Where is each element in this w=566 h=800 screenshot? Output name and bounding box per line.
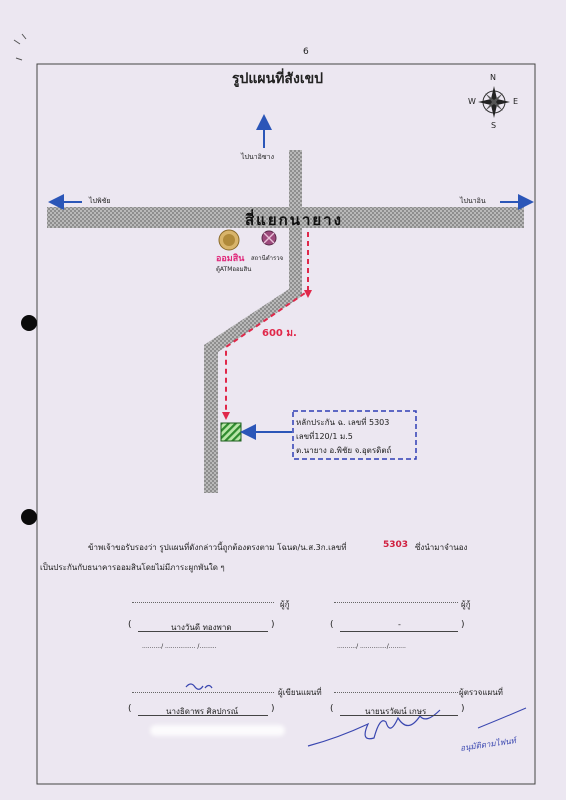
atm-label: ตู้ATMออมสิน bbox=[216, 266, 252, 273]
redacted-area bbox=[150, 725, 285, 736]
page-number: 6 bbox=[303, 47, 309, 57]
date-right: ........../ ............../......... bbox=[337, 643, 406, 650]
borrower-name: นางวันดี ทองพาด bbox=[171, 623, 232, 632]
info-line-2: เลขที่120/1 ม.5 bbox=[296, 432, 353, 441]
gsb-bank-logo-icon bbox=[219, 230, 239, 250]
page-title: รูปแผนที่สังเขป bbox=[232, 71, 324, 87]
statement-line-1: ข้าพเจ้าขอรับรองว่า รูปแผนที่ดังกล่าวนี้ถูกต้องตรงตาม โฉนด/น.ส.3ก.เลขที่ bbox=[88, 543, 347, 552]
compass-w: W bbox=[468, 97, 476, 106]
drawer-role: ผู้เขียนแผนที่ bbox=[278, 688, 322, 697]
junction-label: สี่แยกนายาง bbox=[245, 211, 343, 229]
info-line-1: หลักประกัน ฉ. เลขที่ 5303 bbox=[296, 418, 390, 427]
compass-rose-icon bbox=[478, 86, 510, 118]
label-to-north: ไปนาอิซาง bbox=[241, 153, 274, 161]
borrower-role: ผู้กู้ bbox=[280, 600, 290, 609]
checker-role: ผู้ตรวจแผนที่ bbox=[459, 688, 503, 697]
compass-s: S bbox=[491, 121, 497, 130]
label-to-west: ไปพิชัย bbox=[89, 197, 111, 205]
drawer-name: นางธิดาพร ศิลปกรณ์ bbox=[166, 707, 239, 716]
label-to-east: ไปนาอิน bbox=[460, 197, 486, 205]
page-frame bbox=[37, 64, 535, 784]
statement-line-1-end: ซึ่งนำมาจำนอง bbox=[415, 543, 468, 552]
coborrower-role: ผู้กู้ bbox=[461, 600, 471, 609]
checker-name: นายนรวัฒน์ เกษร bbox=[365, 707, 427, 716]
approval-note: อนุมัติตามไฟนท์ bbox=[459, 736, 517, 753]
plot-marker bbox=[221, 423, 241, 441]
statement-line-2: เป็นประกันกับธนาคารออมสินโดยไม่มีภาระผูกพันใด ๆ bbox=[40, 563, 225, 572]
info-line-3: ต.นายาง อ.พิชัย จ.อุตรดิตถ์ bbox=[296, 446, 392, 455]
corner-mark bbox=[12, 30, 42, 70]
drawer-signature bbox=[186, 684, 212, 689]
compass-e: E bbox=[513, 97, 519, 106]
police-station-icon bbox=[262, 231, 276, 245]
compass-n: N bbox=[490, 73, 496, 82]
deed-number: 5303 bbox=[383, 540, 409, 550]
binder-hole-1 bbox=[21, 315, 37, 331]
date-left: ........../ ................ /......... bbox=[142, 643, 217, 650]
coborrower-name: - bbox=[398, 620, 401, 629]
police-label: สถานีตำรวจ bbox=[251, 255, 284, 262]
binder-hole-2 bbox=[21, 509, 37, 525]
bank-logo-text: ออมสิน bbox=[216, 254, 245, 264]
distance-label: 600 ม. bbox=[262, 328, 297, 339]
